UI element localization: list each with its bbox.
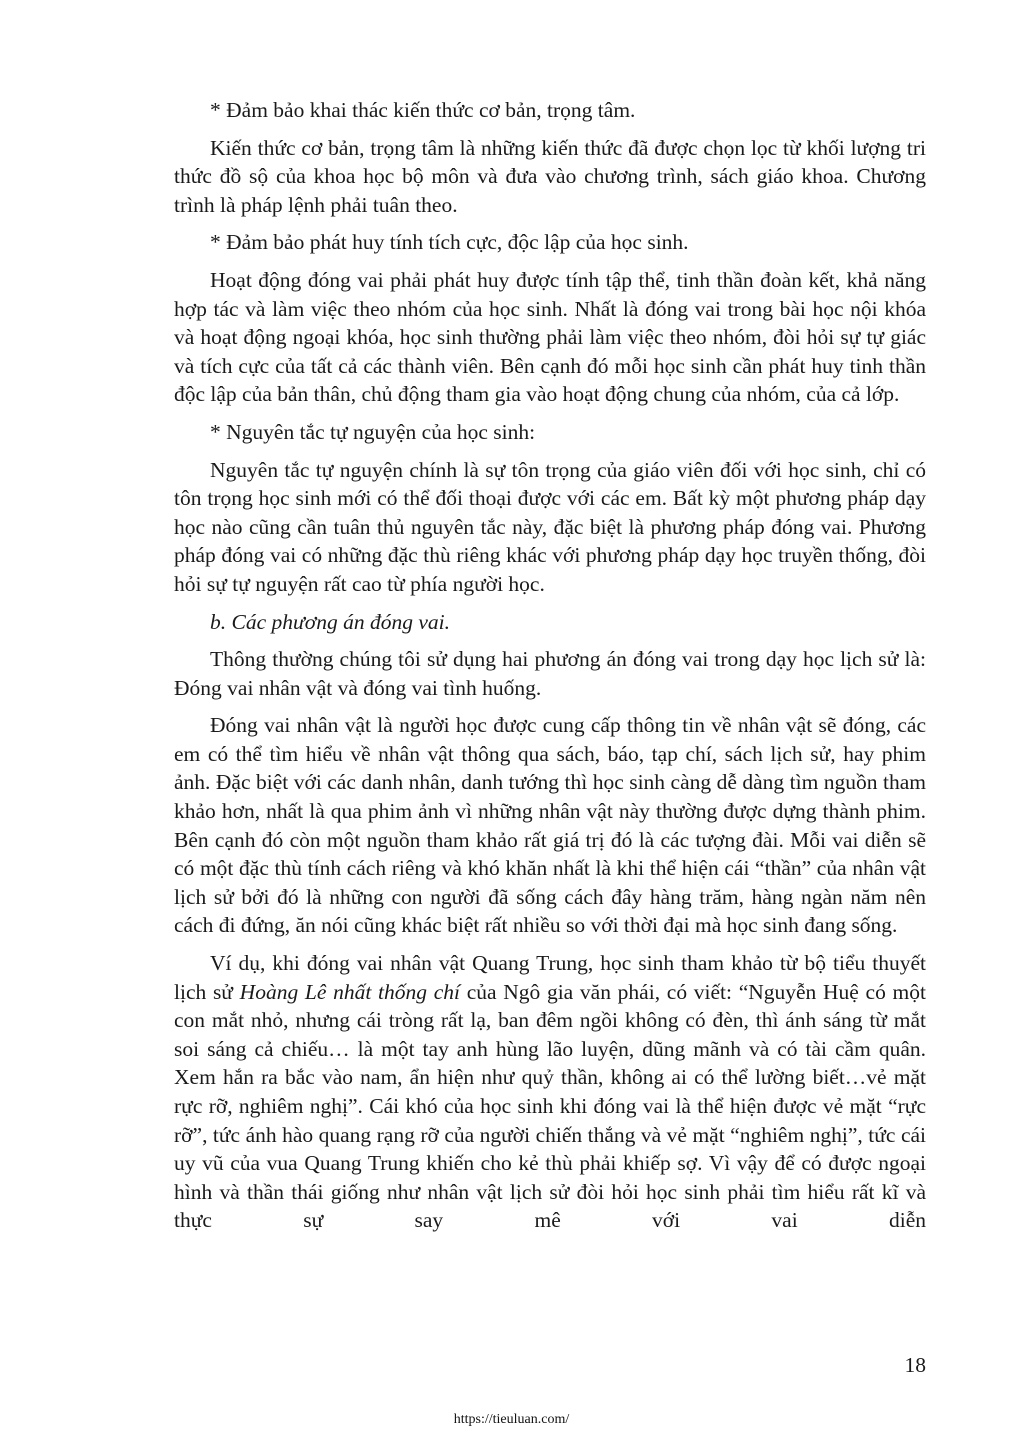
paragraph-quang-trung-example xyxy=(174,949,926,1235)
example-text-start: Ví dụ, khi đóng vai nhân vật Quang Trung, học sinh tham khảo từ bộ tiểu thuyết lịch sử xyxy=(174,951,926,1004)
criterion-voluntary: * Nguyên tắc tự nguyện của học sinh: xyxy=(210,419,536,444)
section-heading: b. Các phương án đóng vai. xyxy=(210,609,450,634)
paragraph-roleplay-options: Thông thường chúng tôi sử dụng hai phương án đóng vai trong dạy học lịch sử là: Đóng vai nhân vật và đóng vai tình huống. xyxy=(174,647,926,700)
page-number: 18 xyxy=(904,1353,926,1377)
example-text-rest: của Ngô gia văn phái, có viết: “Nguyễn Huệ có một con mắt nhỏ, nhưng cái tròng rất lạ, ban đêm ngồi không có đèn, thì ánh sáng từ mắt soi sáng cả chiếu… là một tay anh hùng lão luyện, dũng mãnh và có tài cầm quân. Xem hắn ra bắc vào nam, ẩn hiện như quỷ thần, không ai có thể lường biết…vẻ mặt rực rỡ, nghiêm nghị”. Cái khó của học sinh khi đóng vai là thể hiện được vẻ mặt “rực rỡ”, tức ánh hào quang rạng rỡ của người chiến thắng và vẻ mặt “nghiêm nghị”, tức cái uy vũ của vua Quang Trung khiến cho kẻ thù phải khiếp sợ. Vì vậy để có được ngoại hình và thần thái giống như nhân vật lịch sử đòi hỏi học sinh phải tìm hiểu rất kĩ và thực sự say mê với vai diễn xyxy=(174,979,926,1233)
book-title: Hoàng Lê nhất thống chí xyxy=(239,979,460,1004)
page-body xyxy=(174,96,926,1235)
criterion-basic-knowledge: * Đảm bảo khai thác kiến thức cơ bản, trọng tâm. xyxy=(210,98,636,122)
footer-url: https://tieuluan.com/ xyxy=(453,1412,570,1427)
criterion-activeness: * Đảm bảo phát huy tính tích cực, độc lập của học sinh. xyxy=(210,230,689,255)
paragraph-basic-knowledge: Kiến thức cơ bản, trọng tâm là những kiến thức đã được chọn lọc từ khối lượng tri thức đồ sộ của khoa học bộ môn và đưa vào chương trình, sách giáo khoa. Chương trình là pháp lệnh phải tuân theo. xyxy=(174,135,926,217)
paragraph-voluntary: Nguyên tắc tự nguyện chính là sự tôn trọng của giáo viên đối với học sinh, chỉ có tôn trọng học sinh mới có thể đối thoại được với các em. Bất kỳ một phương pháp dạy học nào cũng cần tuân thủ nguyên tắc này, đặc biệt là phương pháp đóng vai. Phương pháp đóng vai có những đặc thù riêng khác với phương pháp dạy học truyền thống, đòi hỏi sự tự nguyện rất cao từ phía người học. xyxy=(174,457,926,596)
paragraph-character-roleplay: Đóng vai nhân vật là người học được cung cấp thông tin về nhân vật sẽ đóng, các em có thể tìm hiểu về nhân vật thông qua sách, báo, tạp chí, sách lịch sử, hay phim ảnh. Đặc biệt với các danh nhân, danh tướng thì học sinh càng dễ dàng tìm nguồn tham khảo hơn, nhất là qua phim ảnh vì những nhân vật này thường được dựng thành phim. Bên cạnh đó còn một nguồn tham khảo rất giá trị đó là các tượng đài. Mỗi vai diễn sẽ có một đặc thù tính cách riêng và khó khăn nhất là khi thể hiện cái “thần” của nhân vật lịch sử bởi đó là những con người đã sống cách đây hàng trăm, hàng ngàn năm nên cách đi đứng, ăn nói cũng khác biệt rất nhiều so với thời đại mà học sinh đang sống. xyxy=(174,713,926,938)
paragraph-activeness: Hoạt động đóng vai phải phát huy được tính tập thể, tinh thần đoàn kết, khả năng hợp tác và làm việc theo nhóm của học sinh. Nhất là đóng vai trong bài học nội khóa và hoạt động ngoại khóa, học sinh thường phải làm việc theo nhóm, đòi hỏi sự tự giác và tích cực của tất cả các thành viên. Bên cạnh đó mỗi học sinh cần phát huy tinh thần độc lập của bản thân, chủ động tham gia vào hoạt động chung của nhóm, của cả lớp. xyxy=(174,267,926,407)
